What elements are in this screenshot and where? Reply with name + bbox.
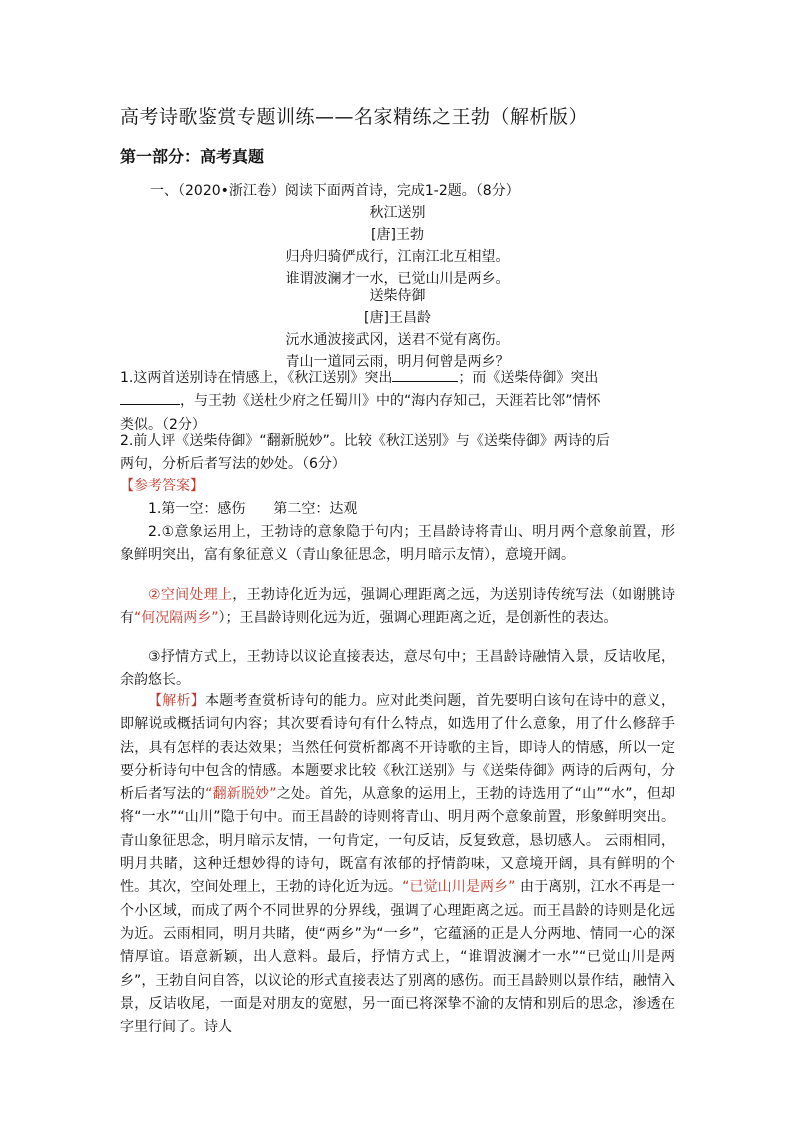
poem1-line: 谁谓波澜才一水，已觉山川是两乡。 (285, 271, 510, 287)
question-1 (120, 367, 675, 437)
poem2-line: 青山一道同云雨，明月何曾是两乡？ (285, 354, 510, 370)
answer-2b-text: ，王勃诗化近为远，强调心理距离之远，为送别诗传统写法（如谢朓诗有 (120, 587, 675, 627)
analysis-quote: “已觉山川是两乡” (402, 879, 516, 896)
poem1-author: [唐]王勃 (371, 227, 424, 243)
poem2-title: 送柴侍御 (369, 288, 426, 304)
poem1-line: 归舟归骑俨成行，江南江北互相望。 (285, 249, 510, 265)
analysis (120, 690, 675, 1039)
answer-label: 【参考答案】 (120, 478, 204, 494)
section-heading: 第一部分：高考真题 (120, 147, 265, 166)
q1-text: 类似。（2分） (120, 416, 206, 433)
q1-text: 1.这两首送别诗在情感上，《秋江送别》突出 (120, 370, 393, 386)
page-title: 高考诗歌鉴赏专题训练——名家精练之王勃（解析版） (120, 106, 589, 128)
poem1-title: 秋江送别 (369, 205, 426, 221)
answer-blank (392, 367, 458, 382)
analysis-text: 之处。首先，从意象的运用上，王勃的诗选用了“山”“水”，但却将“一水”“山川”隐于句中。而王昌龄的诗则将青山、明月两个意象前置，形象鲜明突出。青山象征思念，明月暗示友情，一句肯定，一句反诘，反复致意，恳切感人。 云雨相同，明月共睹，这种迁想妙得的诗句，既富有浓郁的抒情韵味，又意境开阔，具有鲜明的个性。其次，空间处理上，王勃的诗化近为远。 (120, 786, 676, 896)
poem2-line: 沅水通波接武冈，送君不觉有离伤。 (285, 332, 510, 348)
analysis-label: 【解析】 (148, 693, 205, 709)
q1-text: ，与王勃《送杜少府之任蜀川》中的“海内存知己，天涯若比邻”情怀 (180, 393, 601, 410)
answer-2a: 2.①意象运用上，王勃诗的意象隐于句内；王昌龄诗将青山、明月两个意象前置，形象鲜明突出，富有象征意义（青山象征思念，明月暗示友情），意境开阔。 (120, 524, 675, 564)
question-2 (120, 430, 675, 477)
answer-2c: ③抒情方式上，王勃诗以议论直接表达，意尽句中；王昌龄诗融情入景，反诘收尾，余韵悠长。 (120, 649, 675, 689)
q2-line: 2.前人评《送柴侍御》“翻新脱妙”。比较《秋江送别》与《送柴侍御》两诗的后 (120, 433, 610, 449)
answer-2b-quote: “何况隔两乡” (134, 610, 219, 627)
answer-2b (120, 584, 675, 631)
q2-line: 两句，分析后者写法的妙处。（6分） (120, 456, 346, 473)
poem2-author: [唐]王昌龄 (364, 310, 431, 326)
answer-blank (120, 390, 180, 405)
analysis-text: 本题考查赏析诗句的能力。应对此类问题，首先要明白该句在诗中的意义，即解说或概括词句内容；其次要看诗句有什么特点，如选用了什么意象，用了什么修辞手法，具有怎样的表达效果；当然任何赏析都离不开诗歌的主旨，即诗人的情感，所以一定要分析诗句中包含的情感。本题要求比较《秋江送别》与《送柴侍御》两诗的后两句，分析后者写法的 (120, 693, 675, 803)
analysis-text: 由于离别，江水不再是一个小区域，而成了两个不同世界的分界线，强调了心理距离之远。而王昌龄的诗则是化远为近。云雨相同，明月共睹，使“两乡”为“一乡”，它蕴涵的正是人分两地、情同一心的深情厚谊。语意新颖，出人意料。最后，抒情方式上，“谁谓波澜才一水”“已觉山川是两乡”，王勃自问自答，以议论的形式直接表达了别离的感伤。而王昌龄则以景作结，融情入景，反诘收尾，一面是对朋友的宽慰，另一面已将深挚不渝的友情和别后的思念，渗透在字里行间了。诗人 (120, 879, 676, 1036)
q1-text: ；而《送柴侍御》突出 (458, 370, 599, 386)
analysis-quote: “翻新脱妙” (205, 786, 277, 803)
question-intro: 一、（2020•浙江卷）阅读下面两首诗，完成1-2题。（8分） (150, 183, 520, 199)
answer-1: 1.第一空：感伤 第二空：达观 (148, 501, 358, 517)
answer-2b-lead: ②空间处理上 (148, 587, 233, 603)
answer-2b-end: ）；王昌龄诗则化远为近，强调心理距离之近，是创新性的表达。 (218, 610, 618, 627)
